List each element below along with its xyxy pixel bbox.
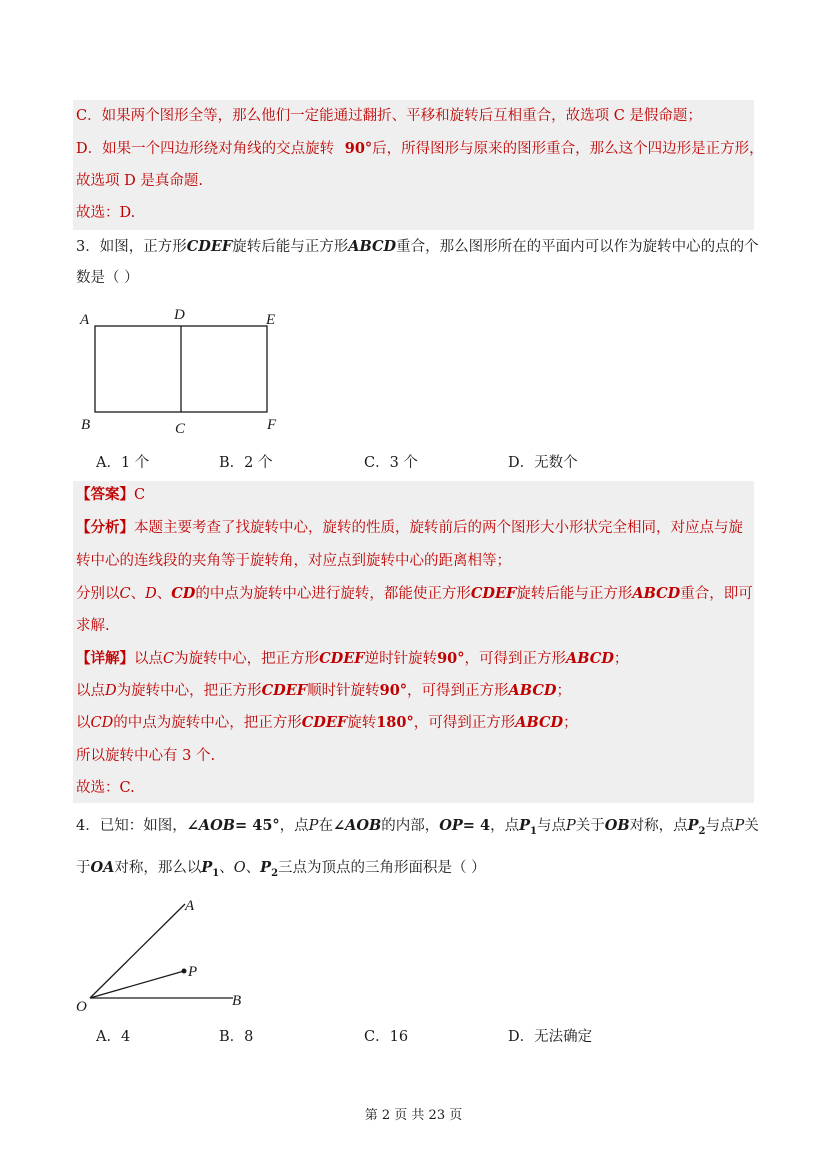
point-p [182,969,187,974]
math-p: P [565,818,576,834]
q3-figure-squares [70,300,300,445]
math-cdef: CDEF [186,238,233,255]
math-p: P [734,818,745,834]
math-d: D [145,586,157,602]
text: 的内部， [381,818,440,834]
text: 在 [318,818,333,834]
text: ，可得到正方形 [413,715,516,731]
text: 、 [219,860,234,876]
text: 4．已知：如图， [76,818,187,834]
q3-stem-line2: 数是（ ） [76,270,139,286]
answer-value: C [134,487,146,503]
text: 旋转后能与正方形 [232,239,349,255]
math-cdef: CDEF [470,585,517,602]
angle-value: 90° [379,682,408,699]
answer-tag: 【答案】 [76,486,134,503]
label-f: F [267,417,277,433]
math-c: C [119,586,131,602]
text: 3．如图，正方形 [76,239,187,255]
text: ，可得到正方形 [464,651,567,667]
text: 为旋转中心，把正方形 [116,683,262,699]
q3-final-answer: 故选：C. [76,780,135,796]
q3-stem-line1 [76,237,759,257]
q3-analysis-4: 求解. [76,618,110,634]
text: 的中点为旋转中心进行旋转，都能使正方形 [195,586,471,602]
text: 分别以 [76,586,120,602]
solution-answer: 故选：D. [76,205,136,221]
q4-figure-angle [70,892,260,1022]
label-e: E [266,312,276,328]
text: 于 [76,860,91,876]
math-cd: CD [171,585,196,602]
q3-detail-3 [76,713,578,733]
text: 关于 [575,818,605,834]
text: 为旋转中心，把正方形 [174,651,320,667]
math-d: D [105,683,117,699]
math-cdef: CDEF [301,714,348,731]
detail-tag: 【详解】 [76,650,134,667]
math-cdef: CDEF [261,682,308,699]
subscript: 1 [529,825,537,837]
q4-stem-line1 [76,816,759,842]
label-o: O [76,999,87,1015]
text: ； [563,715,578,731]
text: 、 [156,586,172,602]
text: 后，所得图形与原来的图形重合，那么这个四边形是正方形， [372,141,764,157]
text: 、 [245,860,261,876]
q3-analysis-2: 转中心的连线段的夹角等于旋转角，对应点到旋转中心的距离相等； [76,553,511,569]
label-b: B [81,417,91,433]
q4-option-b: B．8 [219,1029,254,1045]
q4-option-c: C．16 [364,1029,409,1045]
solution-line-c: C．如果两个图形全等，那么他们一定能通过翻折、平移和旋转后互相重合，故选项 C 是假命题； [76,108,702,124]
subscript: 1 [212,867,220,879]
math-angle-aob: ∠AOB [332,817,382,834]
label-p: P [188,964,198,980]
text: ，可得到正方形 [407,683,509,699]
angle-value: 90° [344,140,373,157]
text: 与点 [536,818,566,834]
analysis-tag: 【分析】 [76,519,134,536]
text: 重合，即可 [680,586,753,602]
text: 重合，那么图形所在的平面内可以作为旋转中心的点的个 [396,239,759,255]
math-abcd: ABCD [348,238,397,255]
angle-value: 180° [376,714,414,731]
q4-option-a: A．4 [96,1029,131,1045]
math-oa: OA [90,859,115,876]
math-p: P [308,818,319,834]
label-a: A [80,312,90,328]
label-a: A [185,898,195,914]
text: 的中点为旋转中心，把正方形 [113,715,302,731]
math-cd: CD [90,715,114,731]
math-o: O [233,860,246,876]
text: 以 [76,715,91,731]
q3-detail-4: 所以旋转中心有 3 个. [76,748,216,764]
math-c: C [163,651,175,667]
angle-value: 90° [437,650,465,667]
text: 、 [130,586,146,602]
text: D．如果一个四边形绕对角线的交点旋转 [76,141,335,157]
text: ，点 [490,818,520,834]
q3-option-b: B．2 个 [219,455,273,471]
math-value: = 45° [235,817,280,834]
subscript: 2 [271,867,279,879]
math-p2: P [687,817,699,834]
math-op: OP [439,817,463,834]
text: 逆时针旋转 [364,651,438,667]
math-abcd: ABCD [632,585,681,602]
q3-option-a: A．1 个 [96,455,150,471]
q3-answer [76,485,145,505]
text: 关 [744,818,759,834]
page-footer: 第 2 页 共 23 页 [364,1108,463,1123]
math-p1: P [519,817,530,834]
label-d: D [174,307,185,323]
text: 以点 [134,651,163,667]
math-p2: P [260,859,272,876]
q4-stem-line2 [76,858,486,884]
text: ，点 [279,818,309,834]
solution-line-d1 [76,139,764,159]
q3-analysis-1 [76,518,743,538]
q4-option-d: D．无法确定 [508,1029,593,1045]
solution-line-d2: 故选项 D 是真命题. [76,173,203,189]
text: 三点为顶点的三角形面积是（ ） [278,860,486,876]
math-ob: OB [604,817,630,834]
math-angle-aob: ∠AOB [186,817,236,834]
text: 对称，点 [629,818,688,834]
text: ； [613,651,629,667]
math-abcd: ABCD [566,650,614,667]
text: 与点 [705,818,735,834]
text: 旋转 [347,715,377,731]
subscript: 2 [698,825,706,837]
text: 以点 [76,683,105,699]
math-abcd: ABCD [508,682,557,699]
text: ； [556,683,571,699]
q3-detail-2 [76,681,571,701]
math-cdef: CDEF [319,650,365,667]
label-c: C [175,421,186,437]
math-p1: P [201,859,213,876]
text: 顺时针旋转 [307,683,380,699]
q3-detail-1 [76,649,628,669]
text: 旋转后能与正方形 [516,586,633,602]
math-value: = 4 [462,817,491,834]
text: 本题主要考查了找旋转中心，旋转的性质，旋转前后的两个图形大小形状完全相同，对应点与旋 [134,520,743,536]
text: 对称，那么以 [114,860,202,876]
label-b: B [232,993,242,1009]
q3-option-c: C．3 个 [364,455,418,471]
q3-analysis-3 [76,584,753,604]
math-abcd: ABCD [515,714,564,731]
q3-option-d: D．无数个 [508,455,578,471]
